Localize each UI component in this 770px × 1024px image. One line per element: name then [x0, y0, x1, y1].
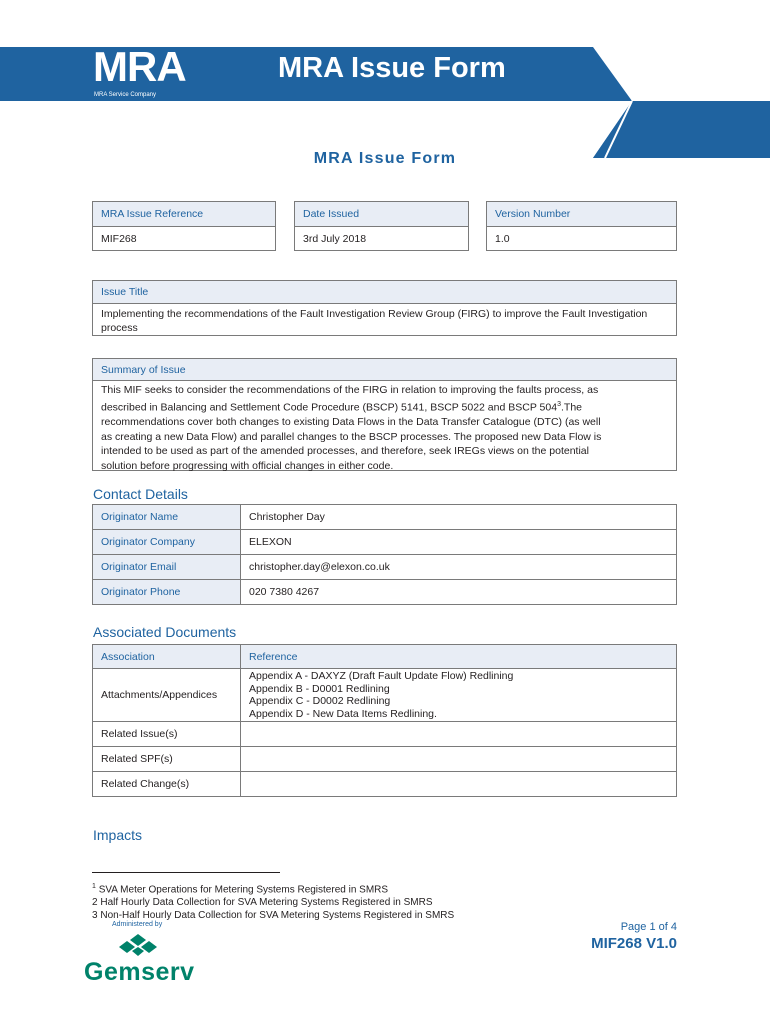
attachments-label: Attachments/Appendices [93, 669, 241, 722]
originator-phone-label: Originator Phone [93, 580, 241, 605]
contact-details-heading: Contact Details [93, 486, 188, 502]
related-change-label: Related Change(s) [93, 772, 241, 797]
footnote: 3 Non-Half Hourly Data Collection for SVA Metering Systems Registered in SMRS [92, 910, 455, 922]
summary-line: as creating a new Data Flow) and parallel changes to the BSCP processes. The proposed new Data Flow is [101, 430, 602, 443]
mra-logo: MRA [93, 43, 186, 90]
table-row [93, 505, 677, 530]
version-number-label: Version Number [487, 202, 676, 227]
summary-line: solution before progressing with official changes in either code. [101, 460, 394, 473]
document-reference: MIF268 V1.0 [591, 935, 677, 952]
table-row [93, 747, 677, 772]
footnote-divider [92, 872, 280, 873]
administered-by-label: Administered by [112, 921, 163, 928]
summary-line: This MIF seeks to consider the recommendations of the FIRG in relation to improving the faults process, as [101, 384, 599, 396]
date-issued-box [294, 201, 469, 251]
summary-line: intended to be used as part of the amended processes, and therefore, seek IREGs views on the potential [101, 445, 589, 458]
summary-text [93, 381, 676, 479]
issue-reference-label: MRA Issue Reference [93, 202, 275, 227]
list-item: Appendix D - New Data Items Redlining. [249, 707, 437, 720]
summary-line: described in Balancing and Settlement Code Procedure (BSCP) 5141, BSCP 5022 and BSCP $504^3.The$ [101, 400, 582, 414]
issue-reference-box [92, 201, 276, 251]
originator-name-value: Christopher Day [241, 505, 677, 530]
table-row [93, 555, 677, 580]
associated-documents-table [92, 644, 677, 797]
table-row [93, 722, 677, 747]
association-column-header: Association [93, 645, 241, 669]
issue-title-label: Issue Title [93, 281, 676, 304]
originator-company-label: Originator Company [93, 530, 241, 555]
footnotes [92, 880, 454, 922]
gemserv-logo: Gemserv [84, 958, 195, 986]
list-item: Appendix B - D0001 Redlining [249, 682, 390, 695]
issue-reference-value: MIF268 [101, 233, 137, 245]
originator-name-label: Originator Name [93, 505, 241, 530]
attachments-list [241, 669, 677, 722]
contact-details-table [92, 504, 677, 605]
associated-documents-heading: Associated Documents [93, 624, 237, 640]
table-row [93, 669, 677, 722]
document-title: MRA Issue Form [313, 150, 457, 167]
version-number-value: 1.0 [495, 233, 510, 245]
table-row [93, 772, 677, 797]
page-number: Page 1 of 4 [620, 921, 677, 933]
reference-column-header: Reference [241, 645, 677, 669]
summary-box [92, 358, 677, 471]
footnote: $^1$ SVA Meter Operations for Metering Systems Registered in SMRS [92, 883, 389, 896]
impacts-heading: Impacts [93, 827, 143, 843]
date-issued-label: Date Issued [295, 202, 468, 227]
related-change-value [241, 772, 677, 797]
footnote: 2 Half Hourly Data Collection for SVA Metering Systems Registered in SMRS [92, 897, 433, 909]
originator-email-value: christopher.day@elexon.co.uk [241, 555, 677, 580]
list-item: Appendix C - D0002 Redlining [249, 695, 391, 707]
table-row [93, 580, 677, 605]
related-issue-label: Related Issue(s) [93, 722, 241, 747]
list-item: Appendix A - DAXYZ (Draft Fault Update Flow) Redlining [249, 670, 514, 682]
banner-title: MRA Issue Form [278, 52, 506, 84]
issue-title-value: Implementing the recommendations of the Fault Investigation Review Group (FIRG) to improve the Fault Investigation process [101, 308, 648, 334]
summary-line: recommendations cover both changes to existing Data Flows in the Data Transfer Catalogue (DTC) (as well [101, 415, 601, 428]
related-spf-label: Related SPF(s) [93, 747, 241, 772]
issue-title-box [92, 280, 677, 336]
mra-logo-subtitle: MRA Service Company [94, 92, 157, 98]
date-issued-value: 3rd July 2018 [303, 233, 367, 245]
related-issue-value [241, 722, 677, 747]
originator-email-label: Originator Email [93, 555, 241, 580]
summary-label: Summary of Issue [93, 359, 676, 381]
table-row [93, 530, 677, 555]
related-spf-value [241, 747, 677, 772]
originator-company-value: ELEXON [241, 530, 677, 555]
version-number-box [486, 201, 677, 251]
originator-phone-value: 020 7380 4267 [241, 580, 677, 605]
gemserv-logo-icon [118, 934, 158, 956]
table-row [93, 645, 677, 669]
